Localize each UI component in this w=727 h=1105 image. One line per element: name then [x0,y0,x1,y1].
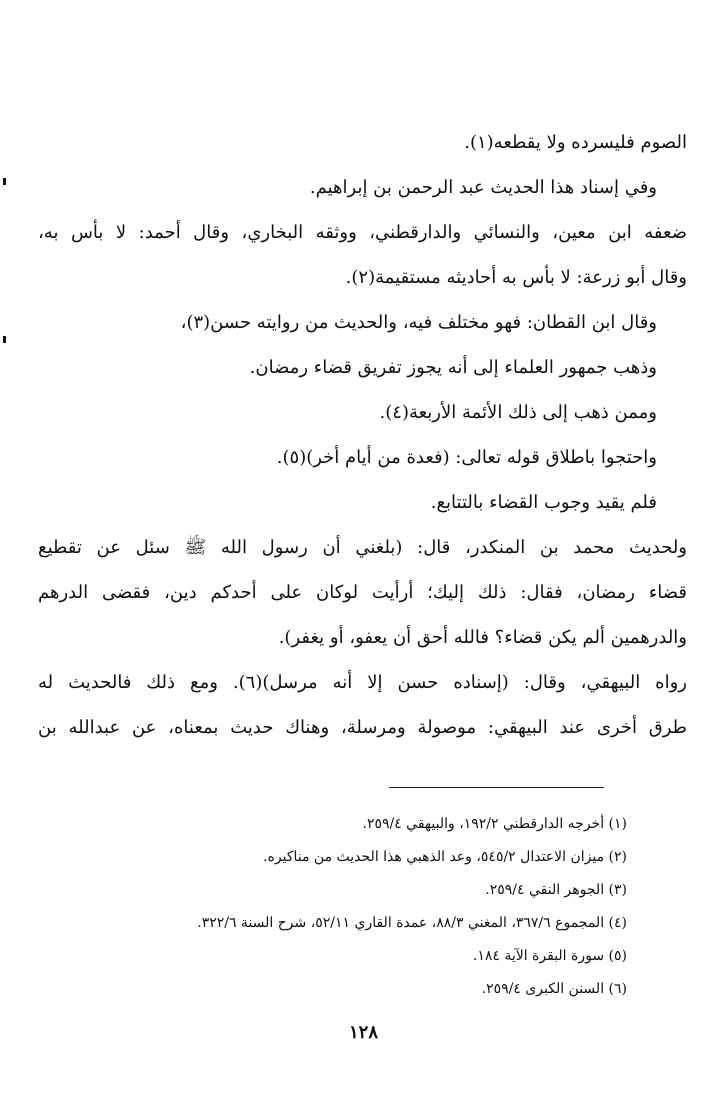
paragraph: وقال ابن القطان: فهو مختلف فيه، والحديث من روايته حسن(٣)، [180,312,657,333]
footnote: (١) أخرجه الدارقطني ١٩٢/٢، والبيهقي ٢٥٩/٤. [362,816,627,832]
footnotes [38,808,627,1006]
paragraph: فلم يقيد وجوب القضاء بالتتابع. [430,492,657,513]
footnote: (٣) الجوهر النقي ٢٥٩/٤. [485,882,627,898]
page-number: ١٢٨ [348,1022,378,1043]
margin-mark [3,336,6,343]
paragraph: والدرهمين ألم يكن قضاء؟ فالله أحق أن يعفو، أو يغفر). [278,627,687,648]
margin-mark [3,178,6,185]
paragraph: واحتجوا باطلاق قوله تعالى: (فعدة من أيام أخر)(٥). [276,447,657,468]
footnote: (٦) السنن الكبرى ٢٥٩/٤. [481,981,627,997]
paragraph: وذهب جمهور العلماء إلى أنه يجوز تفريق قضاء رمضان. [249,357,657,378]
paragraph: طرق أخرى عند البيهقي: موصولة ومرسلة، وهناك حديث بمعناه، عن عبدالله بن [38,717,687,738]
footnote: (٢) ميزان الاعتدال ٥٤٥/٢، وعد الذهبي هذا الحديث من مناكيره. [263,849,627,865]
footnote: (٤) المجموع ٣٦٧/٦، المغني ٨٨/٣، عمدة القاري ٥٢/١١، شرح السنة ٣٢٢/٦. [197,915,627,931]
paragraph: وقال أبو زرعة: لا بأس به أحاديثه مستقيمة(٢). [345,267,687,288]
paragraph: رواه البيهقي، وقال: (إسناده حسن إلا أنه مرسل)(٦). ومع ذلك فالحديث له [38,672,687,693]
paragraph: قضاء رمضان، فقال: ذلك إليك؛ أرأيت لوكان على أحدكم دين، فقضى الدرهم [38,582,687,603]
paragraph: الصوم فليسرده ولا يقطعه(١). [464,132,687,153]
main-text [38,120,687,750]
paragraph: وفي إسناد هذا الحديث عبد الرحمن بن إبراهيم. [309,177,657,198]
paragraph: وممن ذهب إلى ذلك الأئمة الأربعة(٤). [379,402,657,423]
footnote: (٥) سورة البقرة الآية ١٨٤. [472,948,627,964]
footnote-separator [389,787,604,788]
paragraph: ضعفه ابن معين، والنسائي والدارقطني، ووثقه البخاري، وقال أحمد: لا بأس به، [38,222,687,243]
paragraph: ولحديث محمد بن المنكدر، قال: (بلغني أن رسول الله ﷺ سئل عن تقطيع [38,537,687,558]
